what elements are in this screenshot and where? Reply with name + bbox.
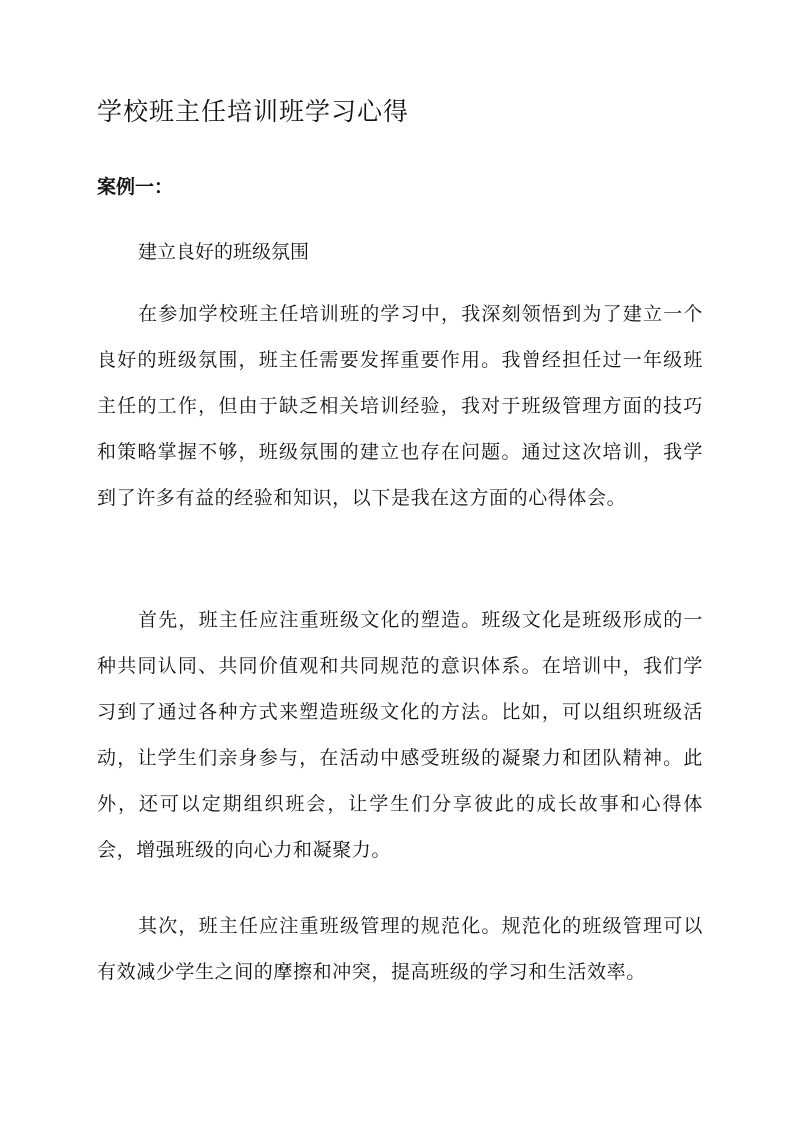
body-paragraph: 首先，班主任应注重班级文化的塑造。班级文化是班级形成的一种共同认同、共同价值观和共同规范的意识体系。在培训中，我们学习到了通过各种方式来塑造班级文化的方法。比如，可以组织班级活动，让学生们亲身参与，在活动中感受班级的凝聚力和团队精神。此外，还可以定期组织班会，让学生们分享彼此的成长故事和心得体会，增强班级的向心力和凝聚力。 [97, 609, 703, 861]
document-title: 学校班主任培训班学习心得 [97, 97, 410, 126]
body-paragraph: 其次，班主任应注重班级管理的规范化。规范化的班级管理可以有效减少学生之间的摩擦和冲突，提高班级的学习和生活效率。 [97, 915, 703, 983]
section-subheading: 建立良好的班级氛围 [138, 241, 310, 263]
body-paragraph: 在参加学校班主任培训班的学习中，我深刻领悟到为了建立一个良好的班级氛围，班主任需要发挥重要作用。我曾经担任过一年级班主任的工作，但由于缺乏相关培训经验，我对于班级管理方面的技巧和策略掌握不够，班级氛围的建立也存在问题。通过这次培训，我学到了许多有益的经验和知识，以下是我在这方面的心得体会。 [97, 303, 703, 509]
case-label: 案例一： [97, 176, 174, 198]
